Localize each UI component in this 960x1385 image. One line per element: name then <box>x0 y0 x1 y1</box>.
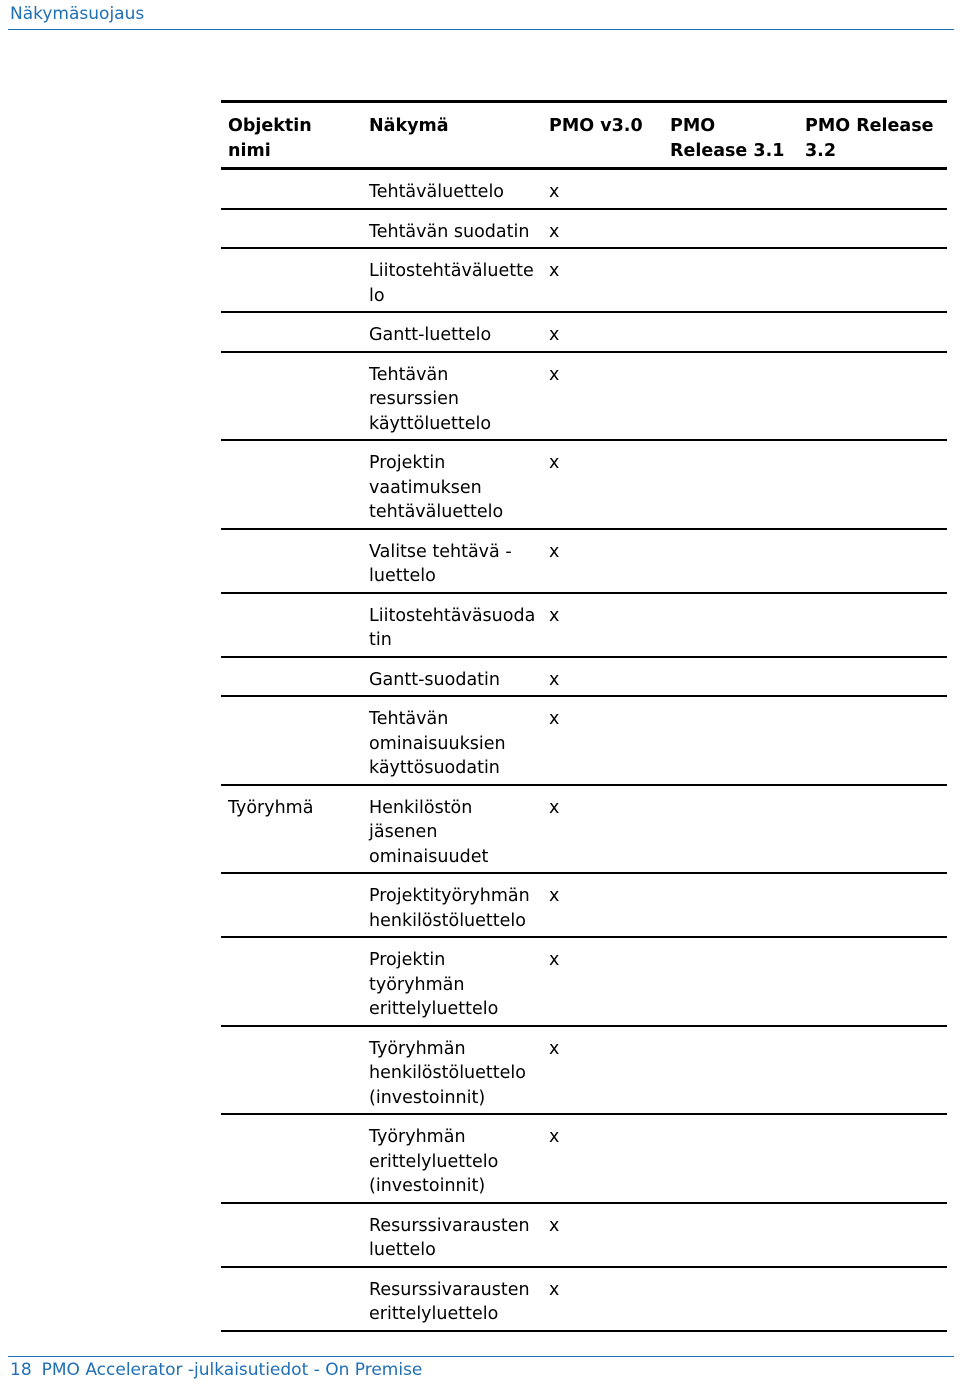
cell-pmo-v30: x <box>549 605 560 626</box>
cell-view-name: Tehtäväluettelo <box>369 182 505 202</box>
cell-object-name: Työryhmä <box>228 797 314 818</box>
cell-object-name <box>221 248 362 312</box>
cell-pmo-release-31 <box>663 352 798 441</box>
table-row <box>221 657 947 697</box>
cell-pmo-release-32 <box>798 248 947 312</box>
cell-pmo-release-32 <box>798 529 947 593</box>
table-row <box>221 1026 947 1115</box>
cell-object-name <box>221 937 362 1026</box>
cell-pmo-release-31 <box>663 440 798 529</box>
cell-view-name: Henkilöstön jäsenen ominaisuudet <box>369 797 489 867</box>
cell-pmo-release-32 <box>798 312 947 352</box>
cell-view-name: Työryhmän henkilöstöluettelo (investoinnit) <box>369 1038 526 1108</box>
cell-view-name: Resurssivarausten erittelyluettelo <box>369 1279 530 1324</box>
cell-pmo-release-32 <box>798 873 947 937</box>
cell-object-name <box>221 1026 362 1115</box>
page-number: 18 <box>10 1360 32 1380</box>
cell-object-name <box>221 1203 362 1267</box>
cell-view-name: Gantt-luettelo <box>369 325 492 345</box>
running-footer <box>10 1360 422 1380</box>
cell-pmo-release-32 <box>798 1267 947 1331</box>
table-row <box>221 352 947 441</box>
cell-view-name: Gantt-suodatin <box>369 669 500 690</box>
column-header-object-name: Objektin nimi <box>228 116 312 161</box>
cell-pmo-release-31 <box>663 248 798 312</box>
cell-pmo-v30: x <box>549 669 560 690</box>
table-row <box>221 209 947 249</box>
cell-object-name <box>221 352 362 441</box>
table-row <box>221 529 947 593</box>
cell-object-name <box>221 696 362 785</box>
table-row <box>221 1114 947 1203</box>
cell-pmo-release-31 <box>663 785 798 874</box>
cell-pmo-release-31 <box>663 873 798 937</box>
column-header-pmo-release-32: PMO Release 3.2 <box>805 116 934 161</box>
cell-pmo-release-31 <box>663 1203 798 1267</box>
footer-divider <box>8 1356 954 1357</box>
column-header-pmo-v30: PMO v3.0 <box>549 116 643 136</box>
cell-pmo-v30: x <box>549 886 560 906</box>
cell-pmo-release-31 <box>663 1114 798 1203</box>
cell-pmo-release-31 <box>663 169 798 209</box>
cell-pmo-v30: x <box>549 1127 560 1147</box>
table-row <box>221 248 947 312</box>
column-header-pmo-release-31: PMO Release 3.1 <box>670 116 785 161</box>
cell-pmo-release-32 <box>798 657 947 697</box>
cell-pmo-v30: x <box>549 182 560 202</box>
table-row <box>221 312 947 352</box>
cell-pmo-release-31 <box>663 529 798 593</box>
cell-object-name <box>221 593 362 657</box>
table-row <box>221 440 947 529</box>
view-security-table <box>221 100 947 1332</box>
cell-pmo-v30: x <box>549 1215 560 1236</box>
header-divider <box>8 29 954 30</box>
cell-pmo-release-31 <box>663 937 798 1026</box>
cell-pmo-release-32 <box>798 937 947 1026</box>
cell-pmo-v30: x <box>549 453 560 473</box>
table-row <box>221 169 947 209</box>
cell-object-name <box>221 169 362 209</box>
cell-pmo-release-32 <box>798 352 947 441</box>
cell-pmo-v30: x <box>549 261 560 281</box>
cell-pmo-v30: x <box>549 325 560 345</box>
cell-pmo-release-32 <box>798 593 947 657</box>
table-row <box>221 696 947 785</box>
cell-pmo-release-31 <box>663 312 798 352</box>
cell-object-name <box>221 1114 362 1203</box>
footer-document-title: PMO Accelerator -julkaisutiedot - On Premise <box>41 1360 423 1380</box>
table-header-row <box>221 102 947 169</box>
cell-view-name: Liitostehtäväsuodatin <box>369 605 536 650</box>
column-header-view: Näkymä <box>369 116 449 136</box>
table-row <box>221 593 947 657</box>
cell-view-name: Tehtävän suodatin <box>369 221 530 242</box>
cell-view-name: Projektityöryhmän henkilöstöluettelo <box>369 886 530 931</box>
cell-pmo-release-32 <box>798 209 947 249</box>
cell-object-name <box>221 440 362 529</box>
cell-view-name: Resurssivarausten luettelo <box>369 1215 530 1260</box>
table-row <box>221 785 947 874</box>
cell-object-name <box>221 312 362 352</box>
cell-pmo-v30: x <box>549 1038 560 1059</box>
cell-view-name: Työryhmän erittelyluettelo (investoinnit) <box>369 1127 499 1196</box>
cell-pmo-release-32 <box>798 1203 947 1267</box>
running-header-title: Näkymäsuojaus <box>10 4 145 24</box>
cell-pmo-release-31 <box>663 657 798 697</box>
cell-view-name: Projektin vaatimuksen tehtäväluettelo <box>369 453 504 522</box>
table-row <box>221 1267 947 1331</box>
table-row <box>221 873 947 937</box>
table-row <box>221 1203 947 1267</box>
cell-pmo-release-31 <box>663 1267 798 1331</box>
cell-pmo-release-31 <box>663 1026 798 1115</box>
cell-pmo-release-31 <box>663 209 798 249</box>
cell-object-name <box>221 873 362 937</box>
cell-pmo-release-32 <box>798 1026 947 1115</box>
cell-pmo-release-32 <box>798 169 947 209</box>
cell-pmo-release-32 <box>798 440 947 529</box>
cell-pmo-v30: x <box>549 709 560 729</box>
cell-pmo-release-31 <box>663 593 798 657</box>
cell-object-name <box>221 657 362 697</box>
cell-view-name: Projektin työryhmän erittelyluettelo <box>369 950 499 1019</box>
cell-pmo-v30: x <box>549 1279 560 1300</box>
cell-pmo-v30: x <box>549 797 560 818</box>
cell-pmo-release-31 <box>663 696 798 785</box>
cell-object-name <box>221 209 362 249</box>
table-body <box>221 169 947 1331</box>
cell-object-name <box>221 529 362 593</box>
cell-pmo-release-32 <box>798 785 947 874</box>
cell-pmo-v30: x <box>549 364 560 385</box>
cell-pmo-release-32 <box>798 1114 947 1203</box>
cell-view-name: Tehtävän resurssien käyttöluettelo <box>369 364 492 434</box>
cell-object-name <box>221 1267 362 1331</box>
cell-pmo-v30: x <box>549 950 560 970</box>
cell-view-name: Liitostehtäväluettelo <box>369 261 534 306</box>
cell-pmo-release-32 <box>798 696 947 785</box>
cell-pmo-v30: x <box>549 541 560 562</box>
cell-view-name: Valitse tehtävä -luettelo <box>369 541 512 586</box>
cell-view-name: Tehtävän ominaisuuksien käyttösuodatin <box>369 709 506 778</box>
table-row <box>221 937 947 1026</box>
cell-pmo-v30: x <box>549 221 560 242</box>
